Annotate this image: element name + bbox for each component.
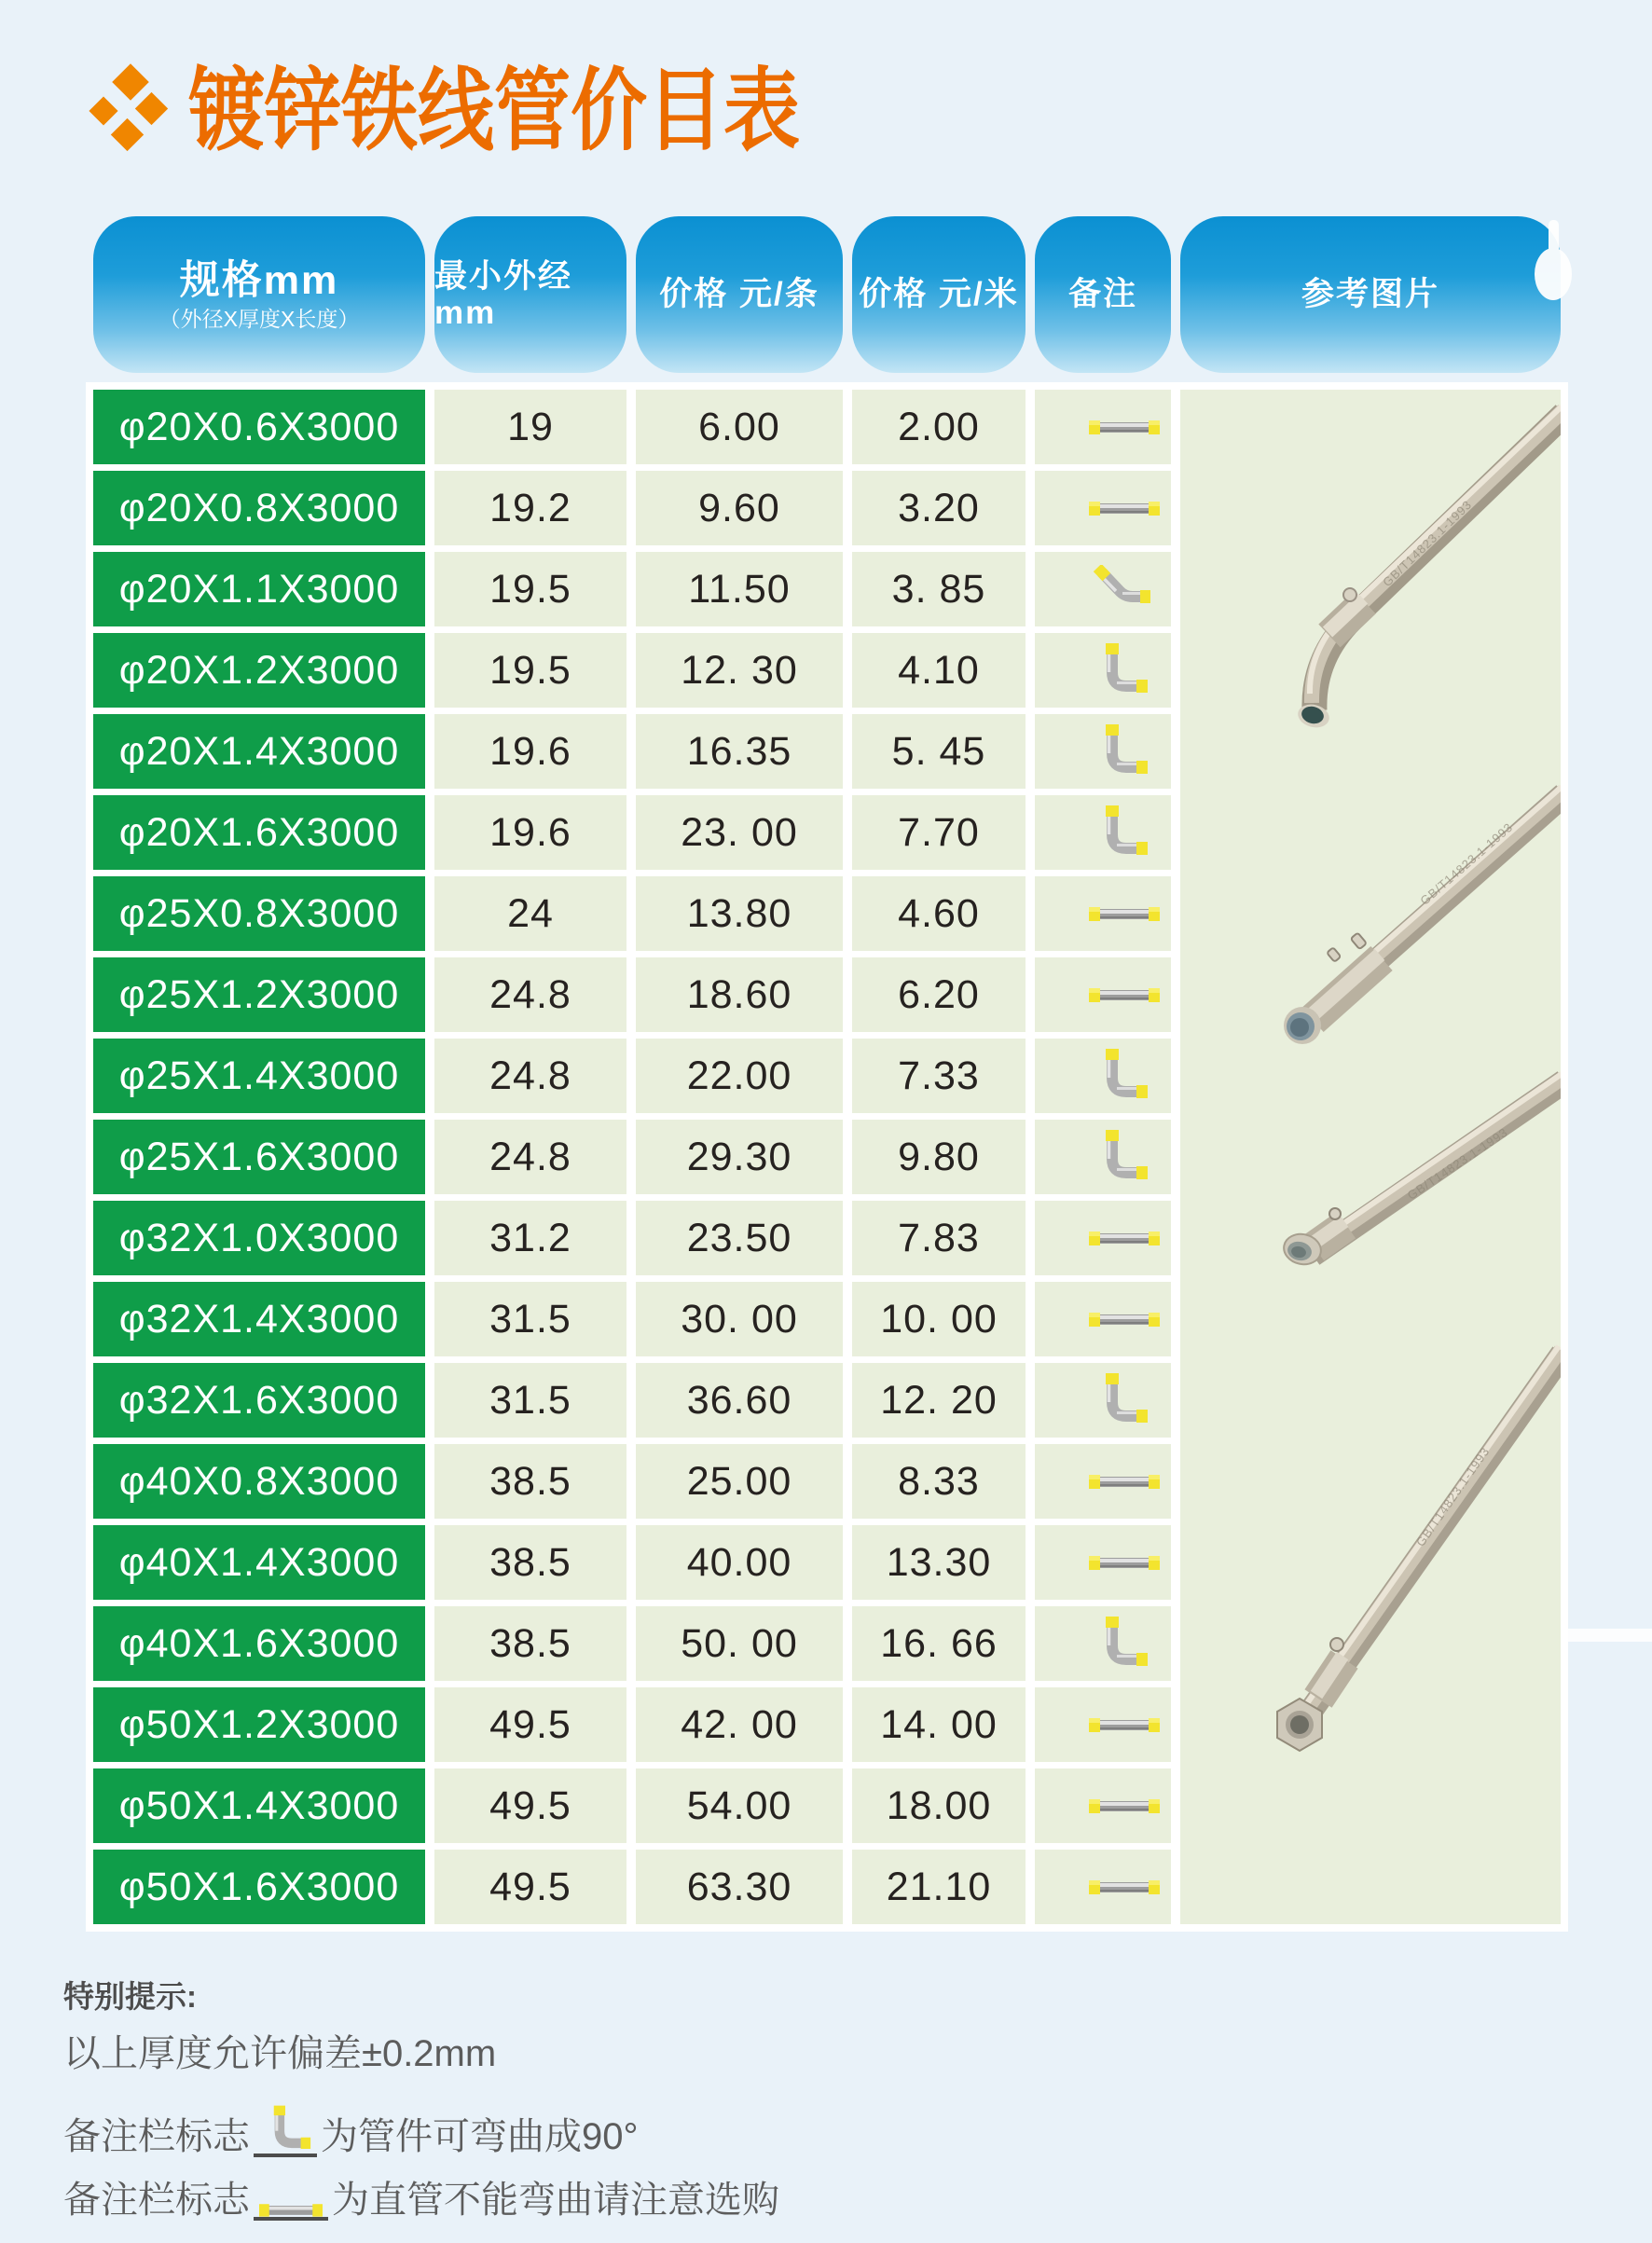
min-od-cell: 19 [434,390,626,464]
remark-cell [1035,1687,1171,1762]
min-od-cell: 49.5 [434,1687,626,1762]
price-per-meter-cell: 13.30 [852,1525,1026,1600]
remark-cell [1035,714,1171,789]
remark-cell [1035,471,1171,545]
spec-cell: φ20X0.8X3000 [93,471,425,545]
price-per-piece-cell: 16.35 [636,714,843,789]
min-od-cell: 24 [434,876,626,951]
min-od-cell: 38.5 [434,1444,626,1519]
straight-pipe-icon [1089,1474,1160,1489]
price-per-piece-cell: 50. 00 [636,1606,843,1681]
price-per-piece-cell: 13.80 [636,876,843,951]
bend-90-icon [1089,643,1149,697]
remark-cell [1035,1850,1171,1924]
price-per-piece-cell: 42. 00 [636,1687,843,1762]
remark-cell [1035,1120,1171,1194]
bend-90-icon [1089,1130,1149,1184]
spec-cell: φ25X1.6X3000 [93,1120,425,1194]
page-title: 镀锌铁线管价目表 [188,61,801,162]
price-per-piece-cell: 36.60 [636,1363,843,1438]
spec-cell: φ40X0.8X3000 [93,1444,425,1519]
price-per-meter-cell: 8.33 [852,1444,1026,1519]
straight-pipe-icon [1089,1879,1160,1894]
spec-cell: φ20X1.2X3000 [93,633,425,708]
spec-cell: φ32X1.0X3000 [93,1201,425,1275]
straight-pipe-icon [1089,501,1160,516]
footer-notes [63,1973,779,2243]
remark-cell [1035,390,1171,464]
bend-90-icon [1089,1049,1149,1103]
min-od-cell: 31.5 [434,1363,626,1438]
min-od-cell: 24.8 [434,1120,626,1194]
remark-cell [1035,1039,1171,1113]
price-per-meter-cell: 12. 20 [852,1363,1026,1438]
straight-pipe-icon [1089,987,1160,1002]
min-od-cell: 31.2 [434,1201,626,1275]
spec-cell: φ25X0.8X3000 [93,876,425,951]
tolerance-note: 以上厚度允许偏差±0.2mm [63,2033,497,2074]
spec-cell: φ32X1.4X3000 [93,1282,425,1356]
min-od-cell: 38.5 [434,1606,626,1681]
straight-pipe-icon [1089,1312,1160,1327]
bend-90-icon [1089,1373,1149,1427]
straight-pipe-icon [1089,1717,1160,1732]
remark-cell [1035,633,1171,708]
spec-cell: φ25X1.2X3000 [93,957,425,1032]
bend-90-icon [254,2105,317,2157]
price-per-piece-cell: 25.00 [636,1444,843,1519]
min-od-cell: 49.5 [434,1768,626,1843]
price-per-piece-cell: 18.60 [636,957,843,1032]
min-od-cell: 49.5 [434,1850,626,1924]
price-per-meter-cell: 10. 00 [852,1282,1026,1356]
white-streak-decoration [1564,1629,1652,1642]
straight-pipe-icon [1089,1231,1160,1245]
remark-cell [1035,552,1171,626]
price-per-meter-cell: 18.00 [852,1768,1026,1843]
price-per-piece-cell: 11.50 [636,552,843,626]
min-od-cell: 19.5 [434,633,626,708]
spec-cell: φ20X0.6X3000 [93,390,425,464]
price-per-piece-cell: 54.00 [636,1768,843,1843]
elbow-pipe-photo [1296,406,1561,731]
spec-cell: φ20X1.4X3000 [93,714,425,789]
min-od-cell: 31.5 [434,1282,626,1356]
header-remark: 备注 [1035,216,1171,373]
header-price-per-meter: 价格 元/米 [852,216,1026,373]
min-od-cell: 38.5 [434,1525,626,1600]
coupling-end-pipe-photo [1284,787,1561,1044]
price-per-meter-cell: 14. 00 [852,1687,1026,1762]
spec-cell: φ32X1.6X3000 [93,1363,425,1438]
remark-cell [1035,795,1171,870]
spec-cell: φ40X1.6X3000 [93,1606,425,1681]
pipe-stamp-text: GB/T14823.1-1993 [1417,819,1516,908]
price-per-meter-cell: 3. 85 [852,552,1026,626]
price-per-piece-cell: 30. 00 [636,1282,843,1356]
notes-title: 特别提示: [63,1979,197,2014]
price-per-piece-cell: 40.00 [636,1525,843,1600]
spec-cell: φ50X1.4X3000 [93,1768,425,1843]
remark-cell [1035,1525,1171,1600]
hex-end-pipe-photo [1277,1346,1561,1751]
price-per-piece-cell: 6.00 [636,390,843,464]
remark-cell [1035,1606,1171,1681]
price-per-piece-cell: 12. 30 [636,633,843,708]
collar-end-pipe-photo [1281,1074,1561,1268]
price-per-meter-cell: 16. 66 [852,1606,1026,1681]
min-od-cell: 19.6 [434,795,626,870]
straight-pipe-icon [254,2203,328,2221]
pipe-stamp-text: GB/T14823.1-1993 [1404,1124,1511,1203]
min-od-cell: 24.8 [434,957,626,1032]
remark-cell [1035,1363,1171,1438]
bend-90-icon [1089,1617,1149,1671]
straight-legend-line: 备注栏标志 为直管不能弯曲请注意选购 [63,2180,779,2221]
spec-cell: φ20X1.6X3000 [93,795,425,870]
reference-image-cell [1180,390,1561,1924]
remark-cell [1035,876,1171,951]
spec-cell: φ20X1.1X3000 [93,552,425,626]
straight-pipe-icon [1089,906,1160,921]
min-od-cell: 24.8 [434,1039,626,1113]
remark-cell [1035,1768,1171,1843]
page-header [86,61,801,162]
straight-pipe-icon [1089,420,1160,434]
price-per-meter-cell: 21.10 [852,1850,1026,1924]
min-od-cell: 19.5 [434,552,626,626]
spec-cell: φ50X1.6X3000 [93,1850,425,1924]
price-table [86,382,1568,1932]
pipe-stamp-text: GB/T14823.1-1993 [1412,1444,1493,1549]
bend-135-icon [1089,565,1150,613]
spec-cell: φ50X1.2X3000 [93,1687,425,1762]
hand-pointer-decoration [1533,220,1576,307]
remark-cell [1035,957,1171,1032]
price-per-meter-cell: 7.33 [852,1039,1026,1113]
price-per-meter-cell: 7.83 [852,1201,1026,1275]
header-spec-sublabel: （外径X厚度X长度） [158,306,360,331]
price-per-piece-cell: 23. 00 [636,795,843,870]
price-per-meter-cell: 4.10 [852,633,1026,708]
price-per-piece-cell: 29.30 [636,1120,843,1194]
price-table-body [93,390,1561,1924]
bend-legend-line: 备注栏标志 为管件可弯曲成90° [63,2105,779,2157]
header-min-od: 最小外经mm [434,216,626,373]
pipe-stamp-text: GB/T14823.1-1993 [1380,497,1475,590]
min-od-cell: 19.2 [434,471,626,545]
bend-90-icon [1089,805,1149,860]
straight-pipe-icon [1089,1798,1160,1813]
price-per-piece-cell: 9.60 [636,471,843,545]
spec-cell: φ40X1.4X3000 [93,1525,425,1600]
bend-90-icon [1089,724,1149,778]
price-per-piece-cell: 22.00 [636,1039,843,1113]
price-per-meter-cell: 6.20 [852,957,1026,1032]
spec-cell: φ25X1.4X3000 [93,1039,425,1113]
header-price-per-piece: 价格 元/条 [636,216,843,373]
price-per-piece-cell: 23.50 [636,1201,843,1275]
price-per-meter-cell: 5. 45 [852,714,1026,789]
price-per-meter-cell: 9.80 [852,1120,1026,1194]
remark-cell [1035,1201,1171,1275]
remark-cell [1035,1444,1171,1519]
price-per-meter-cell: 2.00 [852,390,1026,464]
header-reference-image: 参考图片 [1180,216,1561,373]
price-per-meter-cell: 7.70 [852,795,1026,870]
price-per-meter-cell: 4.60 [852,876,1026,951]
price-per-piece-cell: 63.30 [636,1850,843,1924]
price-per-meter-cell: 3.20 [852,471,1026,545]
remark-cell [1035,1282,1171,1356]
straight-pipe-icon [1089,1555,1160,1570]
header-spec [93,216,425,373]
table-header-row [93,216,1561,373]
header-spec-label: 规格mm [179,257,339,303]
diamonds-icon [86,65,175,158]
min-od-cell: 19.6 [434,714,626,789]
